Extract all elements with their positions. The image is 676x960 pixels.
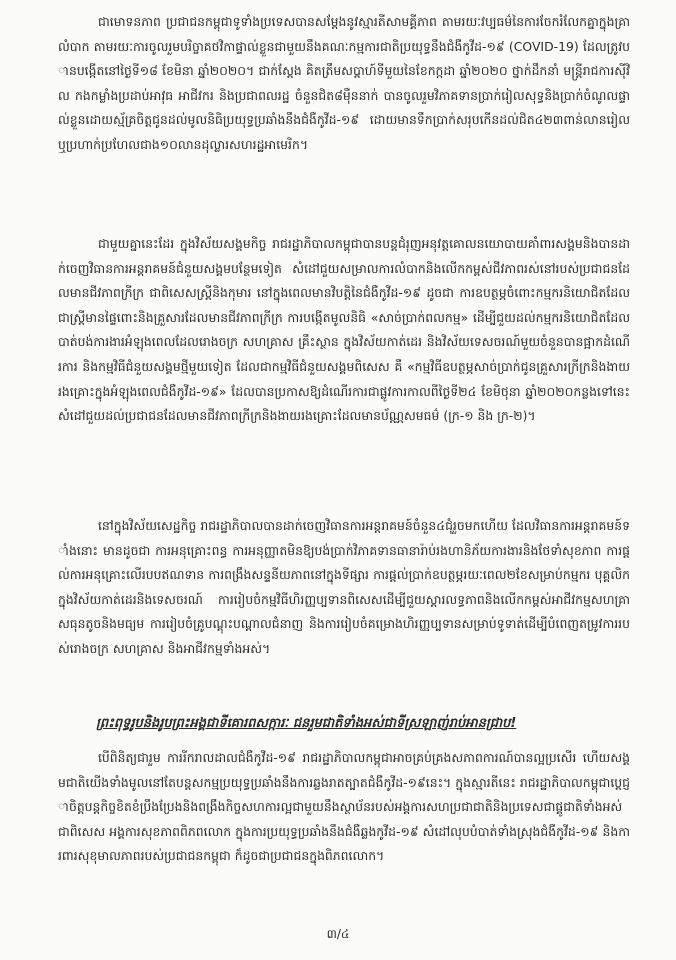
paragraph-2: ជាមួយគ្នានេះដែរ ក្នុងវិស័យសង្គមកិច្ច រាជរដ្ឋាភិបាលកម្ពុជាបានបន្តជំរុញអនុវត្តគោលនយោបាយគាំពារសង្គមនិងបានដាក់ចេញវិធានការអន្តរាគមន៍ជំនួយសង្គមបន្ថែមទៀត សំដៅជួយសម្រាលការលំបាកនិងលើកកម្ពស់ជីវភាពរស់នៅរបស់ប្រជាជនដែលមានជីវភាពក្រីក្រ ជាពិសេសស្ត្រីនិងកុមារ នៅក្នុងពេលមានវិបត្តិនៃជំងឺកូវីដ-១៩ ដូចជា ការឧបត្ថម្ភចំពោះកម្មករនិយោជិតដែលជាស្ត្រីមានផ្ទៃពោះនិងគ្រួសារដែលមានជីវភាពក្រីក្រ ការបង្កើតមូលនិធិ «សាច់ប្រាក់ពលកម្ម» ដើម្បីជួយដល់កម្មករនិយោជិតដែលបាត់បង់ការងារអំឡុងពេលដែលរោងចក្រ សហគ្រាស គ្រឹះស្ថាន ក្នុងវិស័យកាត់ដេរ និងវិស័យទេសចរណ៍មួយចំនួនបានផ្អាកដំណើរការ និងកម្មវិធីជំនួយសង្គមថ្មីមួយទៀត ដែលជាកម្មវិធីជំនួយសង្គមពិសេស គឺ «កម្មវិធីឧបត្ថម្ភសាច់ប្រាក់ជូនគ្រួសារក្រីក្រនិងងាយរងគ្រោះក្នុងអំឡុងពេលជំងឺកូវីដ-១៩» ដែលបានប្រកាសឱ្យដំណើរការជាផ្លូវការកាលពីថ្ងៃទី២៤ ខែមិថុនា ឆ្នាំ២០២០កន្លងទៅនេះ សំដៅជួយដល់ប្រជាជនដែលមានជីវភាពក្រីក្រនិងងាយរងគ្រោះដែលមានប័ណ្ណសមធម៌ (ក្រ-១ និង ក្រ-២)។ [58, 236, 630, 424]
page-number: ៣/៤ [326, 927, 350, 941]
paragraph-4: បើពិនិត្យជារួម ការរីករាលដាលជំងឺកូវីដ-១៩ រាជរដ្ឋាភិបាលកម្ពុជាអាចគ្រប់គ្រងសភាពការណ៍បានល្អប្រសើរ ហើយសង្គមជាតិយើងទាំងមូលនៅតែបន្តសកម្មប្រយុទ្ធប្រឆាំងនឹងការឆ្លងរាតត្បាតជំងឺកូវីដ-១៩នេះ។ ក្នុងស្មារតីនេះ រាជរដ្ឋាភិបាលកម្ពុជាប្តេជ្ញាចិត្តបន្តកិច្ចខិតខំប្រឹងប្រែងនិងពង្រឹងកិច្ចសហការល្អជាមួយនឹងស្ថាប័នរបស់អង្គការសហប្រជាជាតិនិងប្រទេសជាផ្គូជាតិទាំងអស់ ជាពិសេស អង្គការសុខភាពពិភពលោក ក្នុងការប្រយុទ្ធប្រឆាំងនឹងជំងឺឆ្លងកូវីដ-១៩ សំដៅលុបបំបាត់ទាំងស្រុងជំងឺកូវីដ-១៩ និងការពារសុខុមាលភាពរបស់ប្រជាជនកម្ពុជា ក៏ដូចជាប្រជាជនក្នុងពិភពលោក។ [58, 750, 630, 864]
paragraph-1: ជាមោទនភាព ប្រជាជនកម្ពុជាទូទាំងប្រទេសបានសម្តែងនូវស្មារតីសាមគ្គីភាព តាមរយៈវប្បធម៌នៃការចែករំលែកគ្នាក្នុងគ្រាលំបាក តាមរយៈការចូលរួមបរិច្ចាគថវិកាផ្ទាល់ខ្លួនជាមួយនឹងគណៈកម្មការជាតិប្រយុទ្ធនឹងជំងឺកូវីដ-១៩ (COVID-19) ដែលត្រូវបានបង្កើតនៅថ្ងៃទី១៨ ខែមិនា ឆ្នាំ២០២០។ ជាក់ស្តែង គិតត្រឹមសប្តាហ៍ទីមួយនៃខែកក្កដា ឆ្នាំ២០២០ ថ្នាក់ដឹកនាំ មន្ត្រីរាជការស៊ីវិល កងកម្លាំងប្រដាប់អាវុធ អាជីវករ និងប្រជាពលរដ្ឋ ចំនួនជិត៨ម៉ឺននាក់ បានចូលរួមវិភាគទានប្រាក់រៀលសុទ្ធនិងប្រាក់ចំណូលផ្ទាល់ខ្លួនដោយស្ម័គ្រចិត្តជូនដល់មូលនិធិប្រយុទ្ធប្រឆាំងនឹងជំងឺកូវីដ-១៩ ដោយមានទឹកប្រាក់សរុបកើនដល់ជិត៤២៣ពាន់លានរៀល ឬប្រហាក់ប្រហែលជាង១០លានដុល្លារសហរដ្ឋអាមេរិក។ [58, 14, 630, 152]
paragraph-3: នៅក្នុងវិស័យសេដ្ឋកិច្ច រាជរដ្ឋាភិបាលបានដាក់ចេញវិធានការអន្តរាគមន៍ចំនួន៤ជុំរួចមកហើយ ដែលវិធានការអន្តរាគមន៍ទាំងនោះ មានដូចជា ការអនុគ្រោះពន្ធ ការអនុញ្ញាតមិនឱ្យបង់ប្រាក់វិភាគទានធានារ៉ាប់រងហានិភ័យការងារនិងថែទាំសុខភាព ការផ្តល់ការអនុគ្រោះលើរបបឥណទាន ការពង្រឹងសន្ទនីយភាពនៅក្នុងទីផ្សារ ការផ្តល់ប្រាក់ឧបត្ថម្ភរយៈពេល២ខែសម្រាប់កម្មករ បុគ្គលិក ក្នុងវិស័យកាត់ដេរនិងទេសចរណ៍ ការរៀបចំកម្មវិធីហិរញ្ញប្បទានពិសេសដើម្បីជួយស្តារលទ្ធភាពនិងលើកកម្ពស់អាជីវកម្មសហគ្រាសធុនតូចនិងមធ្យម ការរៀបចំគ្រូបណ្តុះបណ្តាលជំនាញ និងការរៀបចំគម្រោងហិរញ្ញប្បទានសម្រាប់ទូទាត់ដើម្បីបំពេញតម្រូវការរបស់រោងចក្រ សហគ្រាស និងអាជីវកម្មទាំងអស់។ [58, 518, 630, 656]
section-heading: ព្រះពុទ្ធរូបនិងរូបព្រះអង្គជាទីគោរពសក្ការៈ ជនរួមជាតិទាំងអស់ជាទីស្រឡាញ់រាប់អានជ្រាប! [96, 716, 517, 731]
